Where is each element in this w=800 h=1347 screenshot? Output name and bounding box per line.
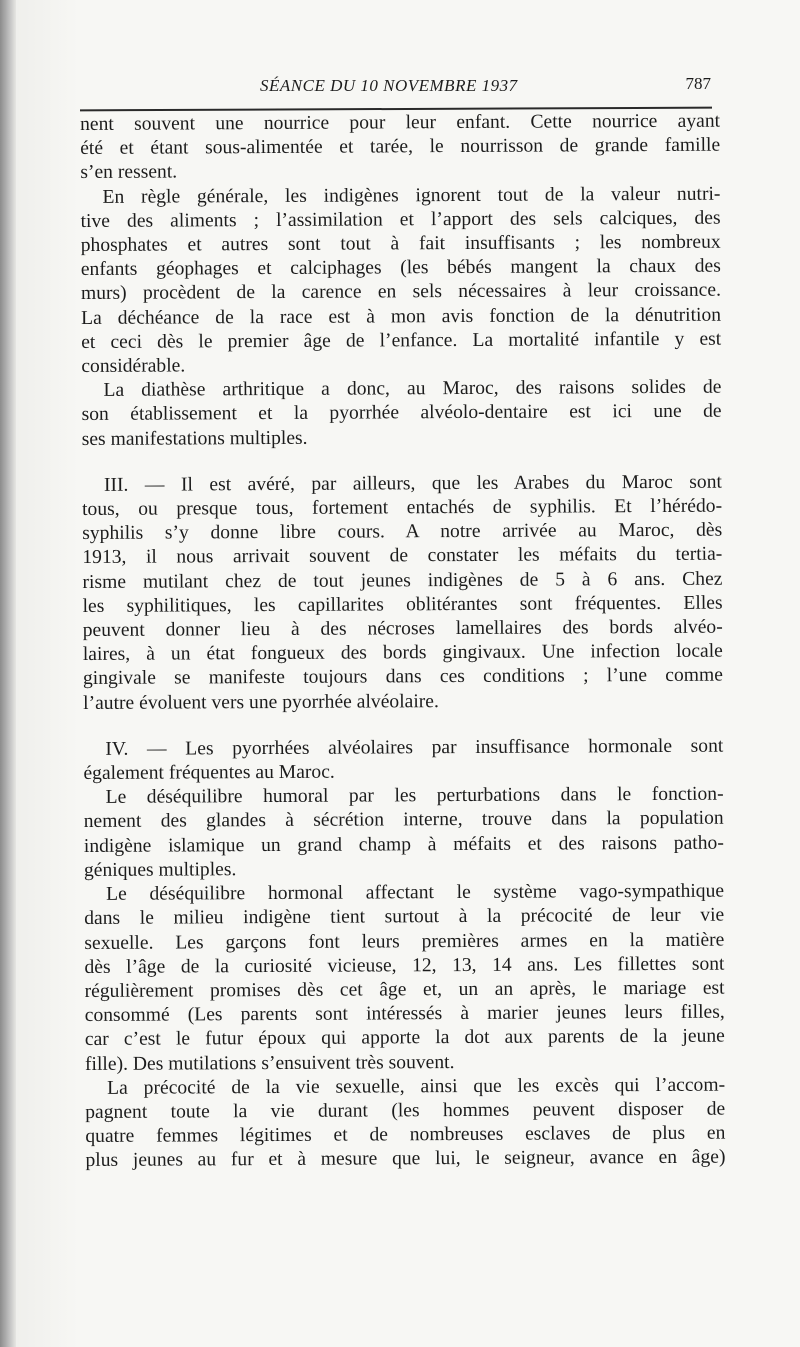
- text-line: gingivale se manifeste toujours dans ces conditions ; l’une comme: [82, 665, 724, 690]
- text-line: régulièrement promises dès cet âge et, un an après, le mariage est: [84, 977, 725, 1002]
- body-text: [80, 110, 726, 1174]
- text-line: ses manifestations multiples.: [81, 427, 308, 450]
- text-line: considérable.: [81, 355, 186, 378]
- text-line: Le déséquilibre hormonal affectant le système vago-sympathique: [106, 880, 725, 905]
- text-line: dès l’âge de la curiosité vicieuse, 12, 13, 14 ans. Les fillettes sont: [84, 953, 725, 978]
- text-line: sexuelle. Les garçons font leurs premières armes en la matière: [84, 929, 725, 954]
- text-line: indigène islamique un grand champ à méfaits et des raisons patho-: [83, 832, 724, 857]
- text-line: quatre femmes légitimes et de nombreuses esclaves de plus en: [85, 1122, 726, 1148]
- text-line: tive des aliments ; l’assimilation et l’apport des sels calciques, des: [80, 207, 721, 232]
- text-line: pagnent toute la vie durant (les hommes peuvent disposer de: [85, 1098, 726, 1123]
- text-line: consommé (Les parents sont intéressés à marier jeunes leurs filles,: [84, 1001, 725, 1027]
- page-number: 787: [685, 74, 711, 93]
- running-head: SÉANCE DU 10 NOVEMBRE 1937: [260, 76, 518, 95]
- text-line: murs) procèdent de la carence en sels nécessaires à leur croissance.: [80, 280, 721, 305]
- text-line: tous, ou presque tous, fortement entachés de syphilis. Et l’hérédo-: [82, 495, 723, 521]
- text-line: dans le milieu indigène tient surtout à la précocité de leur vie: [84, 904, 725, 930]
- text-line: les syphilitiques, les capillarites oblitérantes sont fréquentes. Elles: [82, 592, 723, 617]
- text-line: nent souvent une nourrice pour leur enfant. Cette nourrice ayant: [80, 110, 721, 135]
- text-line: plus jeunes au fur et à mesure que lui, le seigneur, avance en âge): [85, 1146, 726, 1172]
- text-line: peuvent donner lieu à des nécroses lamellaires des bords alvéo-: [82, 616, 723, 642]
- text-line: La précocité de la vie sexuelle, ainsi que les excès qui l’accom-: [107, 1074, 726, 1099]
- text-line: syphilis s’y donne libre cours. A notre arrivée au Maroc, dès: [82, 519, 723, 545]
- text-line: IV. — Les pyorrhées alvéolaires par insuffisance hormonale sont: [105, 735, 724, 760]
- text-line: enfants géophages et calciphages (les bébés mangent la chaux des: [80, 255, 721, 281]
- text-line: La diathèse arthritique a donc, au Maroc, des raisons solides de: [103, 376, 722, 402]
- text-line: risme mutilant chez de tout jeunes indigènes de 5 à 6 ans. Chez: [82, 568, 723, 593]
- text-line: également fréquentes au Maroc.: [83, 761, 335, 785]
- text-line: 1913, il nous arrivait souvent de constater les méfaits du tertia-: [82, 544, 723, 569]
- text-line: géniques multiples.: [83, 859, 237, 881]
- text-line: fille). Des mutilations s’ensuivent très souvent.: [84, 1051, 455, 1075]
- text-line: son établissement et la pyorrhée alvéolo-dentaire est ici une de: [81, 401, 722, 426]
- text-line: et ceci dès le premier âge de l’enfance. La mortalité infantile y est: [81, 328, 722, 353]
- text-line: car c’est le futur époux qui apporte la dot aux parents de la jeune: [84, 1025, 725, 1051]
- text-line: La déchéance de la race est à mon avis fonction de la dénutrition: [81, 304, 722, 329]
- text-line: été et étant sous-alimentée et tarée, le nourrisson de grande famille: [80, 134, 721, 160]
- page-binding-edge: [0, 0, 16, 1347]
- text-line: l’autre évoluent vers une pyorrhée alvéolaire.: [83, 690, 439, 714]
- text-line: III. — Il est avéré, par ailleurs, que les Arabes du Maroc sont: [103, 471, 722, 496]
- text-line: En règle générale, les indigènes ignorent tout de la valeur nutri-: [102, 183, 721, 208]
- text-line: s’en ressent.: [80, 161, 178, 184]
- text-line: laires, à un état fongueux des bords gingivaux. Une infection locale: [82, 640, 723, 666]
- page-header: [80, 68, 715, 98]
- text-line: Le déséquilibre humoral par les perturbations dans le fonction-: [105, 783, 724, 809]
- text-line: phosphates et autres sont tout à fait insuffisants ; les nombreux: [80, 231, 721, 257]
- text-line: nement des glandes à sécrétion interne, trouve dans la population: [83, 808, 724, 833]
